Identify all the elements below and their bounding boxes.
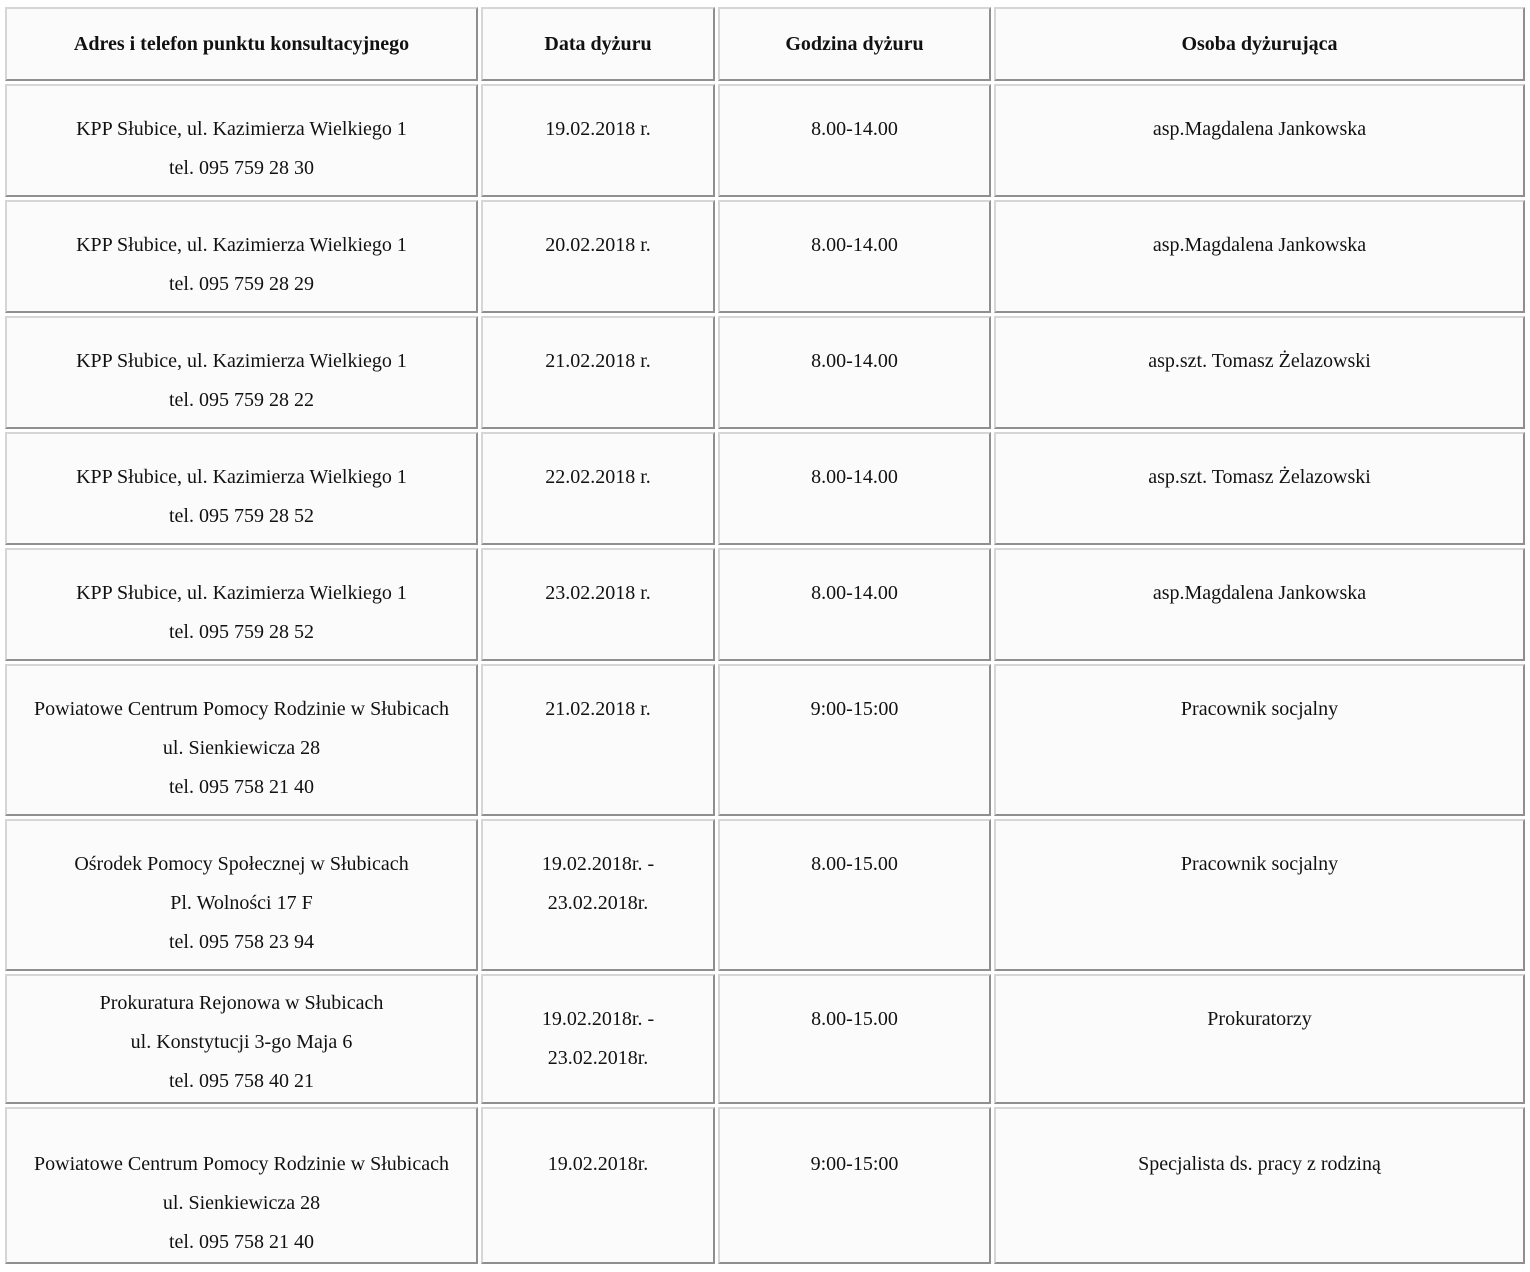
address-cell	[5, 432, 478, 545]
phone-line: tel. 095 758 21 40	[169, 1231, 314, 1253]
duty-schedule-table	[2, 4, 1528, 1267]
date-line: 21.02.2018 r.	[545, 698, 651, 720]
address-line: KPP Słubice, ul. Kazimierza Wielkiego 1	[76, 466, 407, 488]
hours-cell: 8.00-14.00	[718, 432, 991, 545]
street-line: ul. Sienkiewicza 28	[162, 737, 321, 759]
date-from-line: 19.02.2018r. -	[541, 853, 655, 875]
street-line: ul. Konstytucji 3-go Maja 6	[130, 1031, 353, 1053]
date-line: 19.02.2018r.	[547, 1153, 649, 1175]
date-cell	[481, 974, 715, 1104]
phone-line: tel. 095 758 21 40	[169, 776, 314, 798]
table-row	[5, 664, 1525, 816]
person-cell: Pracownik socjalny	[994, 819, 1525, 971]
header-date: Data dyżuru	[481, 7, 715, 81]
person-cell: asp.Magdalena Jankowska	[994, 548, 1525, 661]
header-hours: Godzina dyżuru	[718, 7, 991, 81]
address-cell	[5, 664, 478, 816]
address-line: KPP Słubice, ul. Kazimierza Wielkiego 1	[76, 582, 407, 604]
address-cell	[5, 1107, 478, 1264]
address-line: Powiatowe Centrum Pomocy Rodzinie w Słubicach	[34, 698, 449, 720]
person-cell: asp.Magdalena Jankowska	[994, 200, 1525, 313]
phone-line: tel. 095 759 28 22	[169, 389, 314, 411]
phone-line: tel. 095 758 40 21	[169, 1070, 314, 1092]
table-row	[5, 432, 1525, 545]
person-cell: Prokuratorzy	[994, 974, 1525, 1104]
person-cell: asp.szt. Tomasz Żelazowski	[994, 316, 1525, 429]
address-cell	[5, 200, 478, 313]
address-cell	[5, 819, 478, 971]
date-cell	[481, 200, 715, 313]
date-to-line: 23.02.2018r.	[547, 892, 649, 914]
date-cell	[481, 548, 715, 661]
address-line: Powiatowe Centrum Pomocy Rodzinie w Słubicach	[34, 1153, 449, 1175]
hours-cell: 8.00-14.00	[718, 200, 991, 313]
person-cell: Pracownik socjalny	[994, 664, 1525, 816]
person-cell: Specjalista ds. pracy z rodziną	[994, 1107, 1525, 1264]
table-row	[5, 1107, 1525, 1264]
address-line: KPP Słubice, ul. Kazimierza Wielkiego 1	[76, 118, 407, 140]
phone-line: tel. 095 758 23 94	[169, 931, 314, 953]
date-from-line: 19.02.2018r. -	[541, 1008, 655, 1030]
table-row	[5, 84, 1525, 197]
phone-line: tel. 095 759 28 30	[169, 157, 314, 179]
date-cell	[481, 1107, 715, 1264]
header-person: Osoba dyżurująca	[994, 7, 1525, 81]
header-address: Adres i telefon punktu konsultacyjnego	[5, 7, 478, 81]
street-line: ul. Sienkiewicza 28	[162, 1192, 321, 1214]
phone-line: tel. 095 759 28 52	[169, 621, 314, 643]
table-row	[5, 200, 1525, 313]
hours-cell: 8.00-15.00	[718, 974, 991, 1104]
date-cell	[481, 432, 715, 545]
date-line: 20.02.2018 r.	[545, 234, 651, 256]
address-cell	[5, 974, 478, 1104]
address-line: Prokuratura Rejonowa w Słubicach	[99, 992, 384, 1014]
street-line: Pl. Wolności 17 F	[170, 892, 313, 914]
address-line: KPP Słubice, ul. Kazimierza Wielkiego 1	[76, 350, 407, 372]
date-line: 21.02.2018 r.	[545, 350, 651, 372]
date-line: 22.02.2018 r.	[545, 466, 651, 488]
phone-line: tel. 095 759 28 29	[169, 273, 314, 295]
address-cell	[5, 316, 478, 429]
phone-line: tel. 095 759 28 52	[169, 505, 314, 527]
date-cell	[481, 819, 715, 971]
date-cell	[481, 84, 715, 197]
hours-cell: 8.00-14.00	[718, 316, 991, 429]
table-row	[5, 819, 1525, 971]
hours-cell: 8.00-14.00	[718, 84, 991, 197]
hours-cell: 8.00-15.00	[718, 819, 991, 971]
date-cell	[481, 316, 715, 429]
person-cell: asp.Magdalena Jankowska	[994, 84, 1525, 197]
date-to-line: 23.02.2018r.	[547, 1047, 649, 1069]
date-line: 23.02.2018 r.	[545, 582, 651, 604]
hours-cell: 9:00-15:00	[718, 1107, 991, 1264]
table-row	[5, 548, 1525, 661]
table-row	[5, 974, 1525, 1104]
person-cell: asp.szt. Tomasz Żelazowski	[994, 432, 1525, 545]
table-row	[5, 316, 1525, 429]
date-cell	[481, 664, 715, 816]
address-cell	[5, 548, 478, 661]
date-line: 19.02.2018 r.	[545, 118, 651, 140]
address-cell	[5, 84, 478, 197]
address-line: Ośrodek Pomocy Społecznej w Słubicach	[74, 853, 409, 875]
header-row	[5, 7, 1525, 81]
hours-cell: 9:00-15:00	[718, 664, 991, 816]
address-line: KPP Słubice, ul. Kazimierza Wielkiego 1	[76, 234, 407, 256]
hours-cell: 8.00-14.00	[718, 548, 991, 661]
